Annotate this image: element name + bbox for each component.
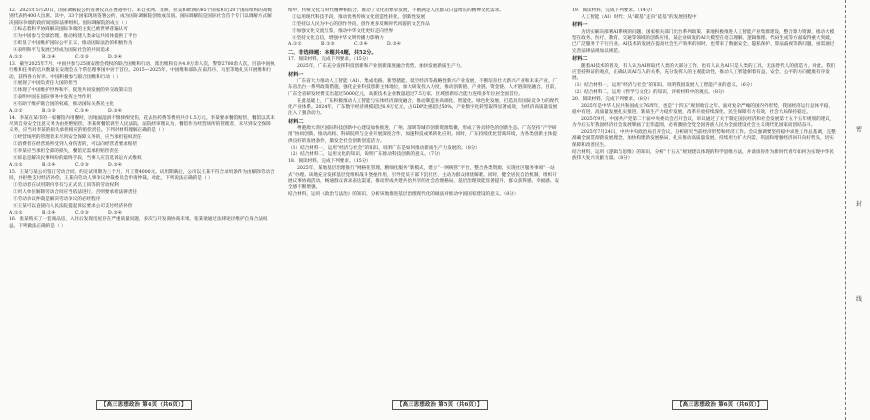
question-text: 2025年9月，中国共产党第二十届中央委员会召开会议，审议通过了关于制定国民经济和社会发展第十五个五年规划的建议，为今后五年我国经济社会发展擘画了宏伟蓝图，必将激励全党全国各族人民为全面建设社会主义现代化国家而团结奋斗。 xyxy=(572,116,835,129)
question-text: 随着AI技术的普及，有人认为AI将取代人类的大部分工作，也有人认为AI只是人类的工具，无法替代人的创造力。对此，我们应坚持辩证的观点，正确认识AI与人的关系，充分发挥人的主观能动性，推动人工智能朝着有益、安全、公平的方向健康有序发展。 xyxy=(572,63,836,82)
question-text: 2025年7月24日，中共中央政治局召开会议，分析研究当前经济形势和经济工作。会议强调要坚持稳中求进工作总基调，完整准确全面贯彻新发展理念，加快构建新发展格局，扎实推动高质量发展，持续用力扩大内需，巩固和增强经济回升向好势头，切实保障和改善民生。 xyxy=(572,130,836,148)
question-text: 广东省大力推动人工智能（AI）、集成电路、新型储能、低空经济等战略性新兴产业发展，不断培育壮大新兴产业和未来产业。广东省出台一系列政策措施，强化企业科技创新主体地位，加大研发投入力度，推动创新链、产业链、资金链、人才链深度融合。目前，广东全省研发经费支出超过5000亿元，高新技术企业数量超过7.5万家，区域创新综合能力连续多年位居全国首位。 xyxy=(288,79,560,97)
material-heading: 材料一 xyxy=(288,71,304,78)
question-text: 12．2025年5月20日，国际调解院公约签署仪式在香港举行。来自亚洲、非洲、拉美和欧洲的85个国家和近20个国际组织的高级别代表约400人出席。其中，33个国家现场签署公约，成为国际调解院创始成员国。国际调解院是国际社会首个专门以调解方式解决国际争端的政府间国际法律组织。国际调解院的成立（ ） xyxy=(9,8,273,26)
answer-choices: A.①② B.①④ C.②③ D.③④ xyxy=(9,55,123,61)
option-item: ②消费者在经营场所受到人身伤害的，可以向经营者要求赔偿 xyxy=(13,142,138,148)
option-item: ③劳动争议仲裁是解决劳动争议的必经程序 xyxy=(13,196,101,202)
page-column-middle xyxy=(288,8,560,392)
page-footer-right: 【高三思想政治 第6页（共6页）】 xyxy=(672,400,768,410)
page-footer-left: 【高三思想政治 第4页（共6页）】 xyxy=(96,400,192,410)
option-item: ④王某可以直接向人民法院提起诉讼要求公司支付经济补偿 xyxy=(13,203,133,209)
question-text: 13．截至2025年7月，中国共参与25项安理会授权的联合国维和行动，派出维和官兵4.9万余人次，警察2700余人次。目前中国执行维和任务的官兵数量在安理会五个常任理事国中居于首位。2015—2025年，中国维和部队在南苏丹、马里等地扎实开展维和行动，获得各方好评。中国积极参与联合国维和行动（ ） xyxy=(9,61,275,80)
page-column-right xyxy=(572,8,836,392)
question-text: 20．阅读材料，完成下列要求。（8分） xyxy=(572,96,652,102)
question-text: 结合材料，运用《逻辑与思维》的知识，分析“十五五”规划建议体现的科学思维方法，并谈谈你作为新时代青年如何为实现中华民族伟大复兴贡献力量。（8分） xyxy=(572,149,834,161)
question-text: （2）结合材料二，运用《哲学与文化》的知识，评析材料中的观点。（8分） xyxy=(572,89,728,95)
answer-choices: A.①② B.①④ C.②③ D.③④ xyxy=(9,210,123,216)
question-text: 人工智能（AI）时代：从“碳基”走向“硅基”的发展进程中 xyxy=(581,14,697,20)
question-text: （1）结合材料一，运用“经济与社会”的知识，说明广东是如何推动新质生产力发展的。（8分） xyxy=(288,145,480,151)
option-item: ③李某应当承担全部的损失，餐馆无需承担赔偿责任 xyxy=(13,149,119,155)
page-footer-middle: 【高三思想政治 第5页（共6页）】 xyxy=(392,400,488,410)
answer-choices: A.①② B.①③ C.②④ D.③④ xyxy=(9,108,123,114)
question-text: 结合材料，运用《政治与法治》的知识，分析该地推进基层治理现代化的做法对推动中国国家建设的意义。（8分） xyxy=(288,192,519,198)
question-text: 2025年，某地基层治理推行“网格化管理、精细化服务”新模式，建立“一网统管”平台，整合各类资源，实现社区服务事项“一站式”办理。该地充分发挥基层党组织战斗堡垒作用，引导党员干部下沉社区，主动为群众排忧解难。同时，健全居民自治机制，组织开展议事协商活动，畅通群众诉求表达渠道，推动形成共建共治共享的社会治理格局，基层治理效能显著提升，群众获得感、幸福感、安全感不断增强。 xyxy=(288,166,560,191)
question-text: 17．阅读材料，完成下列要求。（15分） xyxy=(288,57,371,63)
page-column-left xyxy=(9,8,275,392)
option-item: ②用人单位解除劳动合同应当依法进行，否则要承担法律责任 xyxy=(13,189,138,195)
option-item: ①运用现代科技手段，推动优秀传统文化创造性转化、创新性发展 xyxy=(292,14,426,20)
question-text: 2025年是中华人民共和国成立76周年，也是“十四五”规划收官之年。面对复杂严峻的国内外形势，我国经济运行总体平稳、稳中有进，高质量发展扎实推进，新质生产力稳步发展，改革开放持续深化，民生保障有力有效，社会大局保持稳定。 xyxy=(572,103,833,116)
question-text: 续中，传统文化与时代精神相结合，推动了文化的繁荣发展，不断满足人民群众日益增长的精神文化需求。 xyxy=(288,8,504,13)
option-item: ①标志着和平协商解决国际争端的主张已被世界普遍认可 xyxy=(13,27,128,33)
binding-char-xian: 线 xyxy=(855,296,862,303)
binding-line xyxy=(845,0,870,420)
option-item: ③加强文化交流互鉴，推动中华文化更好走向世界 xyxy=(292,28,394,34)
option-item: ④表明和平与发展已经成为国际社会的共同追求 xyxy=(13,48,110,54)
option-item: ②体现了中国维护世界和平、促进共同发展的外交政策宗旨 xyxy=(13,88,133,94)
option-item: ④坚持文化自信，增强中华文明传播力影响力 xyxy=(292,35,384,41)
option-item: ①劳动者在试用期内享有与正式员工同等的劳动权利 xyxy=(13,183,119,188)
question-text: （2）结合材料二，运用文化的知识，说明广东推动科技创新的意义。（7分） xyxy=(288,152,444,158)
option-item: ①展现了中国负责任大国的担当 xyxy=(13,81,78,87)
question-text: 在此基础上，广东积极推动人工智能与实体经济深度融合，推动制造业高端化、智能化、绿色化发展，打造具有国际竞争力的现代化产业体系。2024年，广东数字经济规模超过6.9万亿元，占GDP比重超过50%，产业数字化转型取得显著成效，为经济高质量发展注入了强劲动力。 xyxy=(288,98,559,117)
option-item: ③彰显了中国维护国际公平正义、推动国际法治的积极作为 xyxy=(13,41,133,47)
material-heading: 材料二 xyxy=(572,55,588,62)
option-item: ②为中国参与全球治理、推动构建人类命运共同体提供了平台 xyxy=(13,34,138,40)
question-text: 16．张某购买了一套商品房，入住后发现房屋存在严重质量问题，多次与开发商协商未果。张某欲通过法律途径维护自身合法权益。下列做法正确的是（ ） xyxy=(9,217,268,229)
question-text: 2025年，广东充分发挥科技创新和产业创新深度融合优势，加快发展新质生产力。 xyxy=(297,64,465,70)
question-text: 15．王某与某公司签订劳动合同，约定试用期为三个月，月工资4000元。试用期满后，公司以王某不符合录用条件为由解除劳动合同，并拒绝支付经济补偿。王某向劳动人事争议仲裁委员会申请仲裁。对此，下列说法正确的是（ ） xyxy=(9,169,275,182)
answer-choices: A.①② B.①③ C.②④ D.③④ xyxy=(288,42,402,48)
option-item: ④诉讼是解决民事纠纷的最终手段，当事人应首选诉讼方式维权 xyxy=(13,156,142,162)
question-text: （1）结合材料一，运用“经济与社会”的知识，说明我国发展人工智能产业的意义。（6分） xyxy=(572,83,755,89)
section-heading: 二、非选择题：本题共4题，共52分。 xyxy=(288,49,377,56)
option-item: ③表明中国在国际事务中发挥主导作用 xyxy=(13,95,92,101)
option-item: ④有助于维护联合国的权威，推动国际关系民主化 xyxy=(13,102,115,108)
material-heading: 材料二 xyxy=(288,118,304,125)
answer-choices: A.①② B.①④ C.②③ D.③④ xyxy=(9,162,123,168)
question-text: 19．阅读材料，完成下列要求。（14分） xyxy=(572,8,655,13)
option-item: ①经营场所的管理者未尽到安全保障义务的，应当承担侵权责任 xyxy=(13,135,142,141)
option-item: ②坚持以人民为中心的创作导向，创作更多反映时代风貌的文艺作品 xyxy=(292,21,430,27)
question-text: 为切实解决部署AI系统的问题，国家相关部门出台系列政策，某地积极推进人工智能产业集群建设，整合算力资源，推动大模型在政务、医疗、教育、交通等领域的创新应用。某企业研发的AI大模型在语言理解、逻辑推理、代码生成等方面取得重大突破，已广泛服务于千行百业。AI技术的发展在提高社会生产效率的同时，也带来了数据安全、隐私保护、算法歧视等新问题，亟需通过完善法律法规加以规范。 xyxy=(572,29,835,54)
question-text: 粤港澳大湾区国际科技创新中心建设加快推进，广州、深圳等城市创新资源集聚，形成了各具特色的创新生态。广东坚持“产学研用”协同创新，推动高校、科研院所与企业开展深度合作，加速科技成果转化应用。同时，广东持续优化营商环境，为各类创新主体提供良好的发展条件，激发全社会创新创造活力。 xyxy=(288,126,557,144)
question-text: 14．李某在某市的一家餐馆内用餐时，因地面湿滑不慎摔倒受伤，花去医药费等费用共计1.5万元。李某要求餐馆赔偿，餐馆以其未尽到自身安全注意义务为由拒绝赔偿。李某将餐馆诉至人民法院。法院经审理认为，餐馆作为经营场所的管理者，未尽到安全保障义务，应当对李某的损失承担相应的赔偿责任。下列对材料理解正确的是（ ） xyxy=(9,115,275,134)
binding-char-feng: 封 xyxy=(855,201,862,208)
material-heading: 材料一 xyxy=(572,22,588,29)
question-text: 18．阅读材料，完成下列要求。（15分） xyxy=(288,159,371,165)
binding-char-mi: 密 xyxy=(855,126,862,133)
